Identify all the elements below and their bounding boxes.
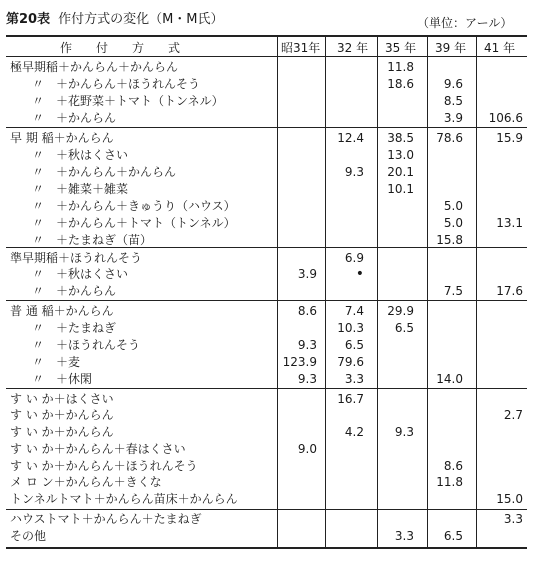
row-label: 〃 ＋かんらん — [32, 284, 117, 298]
group-divider — [6, 388, 527, 389]
value-cell: 8.6 — [443, 459, 463, 473]
table-row — [0, 423, 537, 441]
value-cell: 14.0 — [436, 372, 463, 386]
value-cell: 16.7 — [337, 392, 364, 406]
row-label: 極早期稲＋かんらん＋かんらん — [10, 60, 179, 74]
value-cell: 9.6 — [443, 77, 463, 91]
value-cell: • — [355, 266, 364, 282]
row-label: 準早期稲＋ほうれんそう — [10, 251, 143, 265]
row-label: 〃 ＋かんらん＋かんらん — [32, 165, 177, 179]
value-cell: 8.6 — [297, 304, 317, 318]
table-row — [0, 146, 537, 164]
value-cell: 11.8 — [387, 60, 414, 74]
value-cell: 7.5 — [443, 284, 463, 298]
row-label: 〃 ＋花野菜＋トマト（トンネル） — [32, 94, 224, 108]
table-row — [0, 440, 537, 458]
row-label: トンネルトマト＋かんらん苗床＋かんらん — [10, 492, 238, 506]
value-cell: 17.6 — [496, 284, 523, 298]
value-cell: 5.0 — [443, 199, 463, 213]
row-label: 〃 ＋麦 — [32, 355, 81, 369]
table-row — [0, 180, 537, 198]
value-cell: 3.3 — [344, 372, 364, 386]
table-bottom-rule — [6, 547, 527, 549]
table-row — [0, 58, 537, 76]
header-year: 41 年 — [484, 41, 516, 55]
row-label: す い か＋かんらん＋ほうれんそう — [10, 459, 198, 473]
row-label: 〃 ＋かんらん＋ほうれんそう — [32, 77, 201, 91]
table-row — [0, 231, 537, 249]
value-cell: 5.0 — [443, 216, 463, 230]
table-row — [0, 370, 537, 388]
value-cell: 15.8 — [436, 233, 463, 247]
value-cell: 4.2 — [344, 425, 364, 439]
header-method: 作付方式 — [60, 41, 205, 55]
value-cell: 79.6 — [337, 355, 364, 369]
table-row — [0, 197, 537, 215]
value-cell: 11.8 — [436, 475, 463, 489]
value-cell: 9.3 — [297, 338, 317, 352]
group-divider — [6, 127, 527, 128]
table-row — [0, 92, 537, 110]
value-cell: 38.5 — [387, 131, 414, 145]
row-label: 〃 ＋雑菜＋雑菜 — [32, 182, 129, 196]
value-cell: 3.3 — [503, 512, 523, 526]
table-row — [0, 510, 537, 528]
value-cell: 15.9 — [496, 131, 523, 145]
table-row — [0, 353, 537, 371]
value-cell: 3.3 — [394, 529, 414, 543]
value-cell: 18.6 — [387, 77, 414, 91]
header-year: 35 年 — [385, 41, 417, 55]
table-row — [0, 490, 537, 508]
row-label: す い か＋かんらん — [10, 408, 114, 422]
row-label: す い か＋はくさい — [10, 392, 114, 406]
value-cell: 7.4 — [344, 304, 364, 318]
value-cell: 9.3 — [394, 425, 414, 439]
value-cell: 78.6 — [436, 131, 463, 145]
row-label: 〃 ＋かんらん — [32, 111, 117, 125]
row-label: メ ロ ン＋かんらん＋きくな — [10, 475, 162, 489]
row-label: 〃 ＋秋はくさい — [32, 267, 129, 281]
table-row — [0, 527, 537, 545]
row-label: ハウストマト＋かんらん＋たまねぎ — [10, 512, 202, 526]
row-label: 〃 ＋たまねぎ — [32, 321, 117, 335]
group-divider — [6, 300, 527, 301]
value-cell: 3.9 — [297, 267, 317, 281]
table-title — [6, 8, 224, 27]
table-row — [0, 75, 537, 93]
table-number: 第20表 — [6, 12, 51, 27]
header-year: 昭31年 — [281, 41, 321, 55]
table-row — [0, 319, 537, 337]
header-year: 32 年 — [337, 41, 369, 55]
table-row — [0, 282, 537, 300]
value-cell: 13.0 — [387, 148, 414, 162]
value-cell: 9.3 — [344, 165, 364, 179]
value-cell: 8.5 — [443, 94, 463, 108]
row-label: 〃 ＋かんらん＋トマト（トンネル） — [32, 216, 236, 230]
table-top-rule — [6, 35, 527, 37]
value-cell: 13.1 — [496, 216, 523, 230]
value-cell: 2.7 — [503, 408, 523, 422]
row-label: 〃 ＋秋はくさい — [32, 148, 129, 162]
header-year: 39 年 — [435, 41, 467, 55]
value-cell: 9.3 — [297, 372, 317, 386]
row-label: その他 — [10, 529, 47, 543]
table-row — [0, 302, 537, 320]
row-label: 普 通 稲＋かんらん — [10, 304, 114, 318]
table-row — [0, 265, 537, 283]
table-row — [0, 214, 537, 232]
table-row — [0, 109, 537, 127]
table-row — [0, 336, 537, 354]
value-cell: 20.1 — [387, 165, 414, 179]
table-row — [0, 406, 537, 424]
row-label: す い か＋かんらん — [10, 425, 114, 439]
value-cell: 29.9 — [387, 304, 414, 318]
table-row — [0, 129, 537, 147]
value-cell: 106.6 — [488, 111, 523, 125]
table-title-text: 作付方式の変化（M・M氏） — [58, 12, 224, 27]
row-label: 早 期 稲＋かんらん — [10, 131, 114, 145]
unit-label: （単位：アール） — [417, 16, 513, 30]
table-row — [0, 163, 537, 181]
value-cell: 3.9 — [443, 111, 463, 125]
value-cell: 15.0 — [496, 492, 523, 506]
value-cell: 12.4 — [337, 131, 364, 145]
value-cell: 6.5 — [443, 529, 463, 543]
value-cell: 6.5 — [394, 321, 414, 335]
value-cell: 6.5 — [344, 338, 364, 352]
header-rule — [6, 56, 527, 57]
row-label: 〃 ＋休閑 — [32, 372, 93, 386]
row-label: 〃 ＋たまねぎ（苗） — [32, 233, 153, 247]
value-cell: 123.9 — [282, 355, 317, 369]
row-label: 〃 ＋かんらん＋きゅうり（ハウス） — [32, 199, 236, 213]
table-row — [0, 473, 537, 491]
value-cell: 9.0 — [297, 442, 317, 456]
value-cell: 10.1 — [387, 182, 414, 196]
value-cell: 10.3 — [337, 321, 364, 335]
row-label: す い か＋かんらん＋春はくさい — [10, 442, 186, 456]
row-label: 〃 ＋ほうれんそう — [32, 338, 141, 352]
value-cell: 6.9 — [344, 251, 364, 265]
